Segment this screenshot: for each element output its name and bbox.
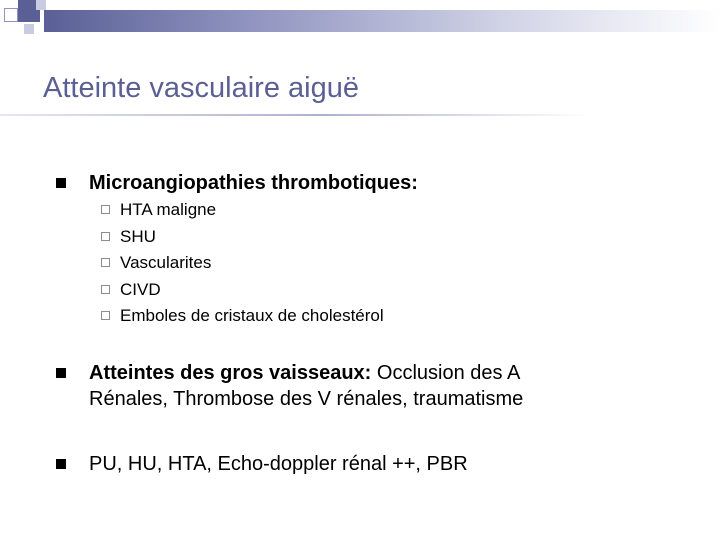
decor-square-small	[36, 0, 46, 10]
bullet-gros-vaisseaux	[89, 360, 523, 412]
subitem-emboles: Emboles de cristaux de cholestérol	[120, 306, 384, 325]
slide-title: Atteinte vasculaire aiguë	[43, 72, 359, 104]
subitem-vascularites: Vascularites	[120, 253, 212, 272]
decor-square-small-2	[24, 24, 34, 34]
title-underline	[0, 114, 590, 116]
checkbox-square-icon	[101, 232, 110, 241]
checkbox-square-icon	[101, 285, 110, 294]
bullet-square-icon	[56, 368, 66, 378]
bullet-heading: Atteintes des gros vaisseaux:	[89, 362, 372, 384]
decor-square-outline	[4, 8, 18, 22]
checkbox-square-icon	[101, 258, 110, 267]
checkbox-square-icon	[101, 205, 110, 214]
header-gradient-bar	[44, 10, 720, 32]
bullet-text-line1: Occlusion des A	[371, 362, 521, 384]
subitem-hta-maligne: HTA maligne	[120, 200, 217, 219]
checkbox-square-icon	[101, 311, 110, 320]
bullet-examens: PU, HU, HTA, Echo-doppler rénal ++, PBR	[89, 453, 468, 475]
bullet-square-icon	[56, 459, 66, 469]
bullet-heading: Microangiopathies thrombotiques:	[89, 172, 418, 194]
subitem-civd: CIVD	[120, 280, 161, 299]
subitem-shu: SHU	[120, 227, 156, 246]
bullet-text-line2: Rénales, Thrombose des V rénales, traumatisme	[89, 388, 524, 410]
bullet-microangiopathies	[89, 170, 418, 196]
bullet-square-icon	[56, 178, 66, 188]
